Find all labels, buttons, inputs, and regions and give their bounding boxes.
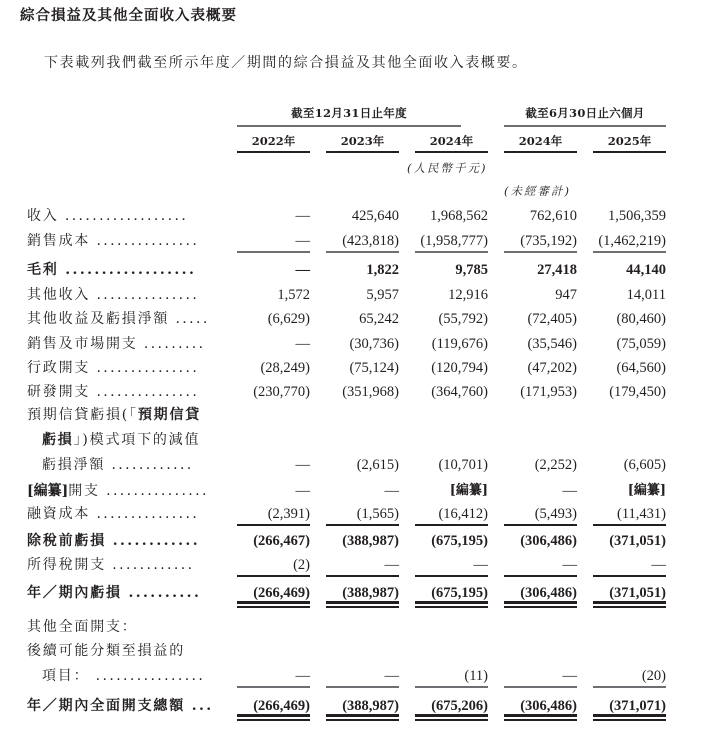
table-row (0, 554, 716, 576)
table-row (0, 503, 716, 525)
table-row (0, 205, 716, 227)
interim-group-header: 截至6月30日止六個月 (525, 106, 645, 120)
subtotal-rule (326, 251, 399, 253)
total-double-rule (504, 601, 577, 607)
column-rule (326, 151, 399, 153)
row-label: 項目： ................ (42, 668, 206, 684)
value-cell: 1,968,562 (430, 208, 488, 224)
value-cell: 14,011 (626, 287, 666, 303)
value-cell: — (562, 668, 577, 684)
table-row (0, 640, 716, 662)
value-cell: (306,486) (520, 533, 577, 549)
value-cell: 12,916 (448, 287, 488, 303)
value-cell: (72,405) (527, 311, 577, 327)
subtotal-rule (504, 251, 577, 253)
value-cell: (120,794) (431, 360, 488, 376)
value-cell: (2,252) (534, 457, 577, 473)
total-double-rule (415, 601, 488, 607)
column-rule (504, 151, 577, 153)
value-cell: (64,560) (616, 360, 666, 376)
value-cell: — (473, 557, 488, 573)
table-row (0, 480, 716, 502)
row-label: 毛利 .................. (27, 262, 197, 278)
value-cell: 1,822 (366, 262, 399, 278)
column-rule (237, 151, 310, 153)
table-row (0, 665, 716, 687)
value-cell: (306,486) (520, 698, 577, 714)
value-cell: (6,605) (623, 457, 666, 473)
value-cell: (388,987) (342, 585, 399, 601)
table-row (0, 582, 716, 604)
row-label: [編纂]開支 ............... (27, 483, 209, 499)
value-cell: (171,953) (520, 384, 577, 400)
value-cell: (119,676) (431, 336, 488, 352)
value-cell: (371,051) (609, 533, 666, 549)
value-cell: (2,391) (267, 506, 310, 522)
subtotal-rule (593, 686, 666, 688)
value-cell: (80,460) (616, 311, 666, 327)
value-cell: (35,546) (527, 336, 577, 352)
value-cell: — (295, 668, 310, 684)
value-cell: (306,486) (520, 585, 577, 601)
row-label: 所得稅開支 ............ (27, 557, 195, 573)
subtotal-rule (504, 524, 577, 526)
row-label: 年／期內全面開支總額 ... (27, 698, 214, 714)
table-row (0, 357, 716, 379)
value-cell: — (295, 483, 310, 499)
row-label: 除稅前虧損 ............ (27, 533, 200, 549)
subtotal-rule (326, 575, 399, 577)
column-header-2024-interim: 2024年 (518, 134, 563, 148)
row-label: 收入 .................. (27, 208, 189, 224)
total-double-rule (593, 714, 666, 720)
value-cell: 9,785 (455, 262, 488, 278)
total-double-rule (326, 601, 399, 607)
value-cell: (364,760) (431, 384, 488, 400)
value-cell: [編纂] (449, 483, 488, 498)
value-cell: 44,140 (626, 262, 666, 278)
value-cell: (2) (293, 557, 310, 573)
value-cell: — (295, 336, 310, 352)
unaudited-note: (未經審計) (504, 184, 571, 198)
column-rule (593, 151, 666, 153)
total-double-rule (415, 714, 488, 720)
row-label: 行政開支 ............... (27, 360, 200, 376)
value-cell: (75,059) (616, 336, 666, 352)
value-cell: — (562, 557, 577, 573)
subtotal-rule (593, 251, 666, 253)
value-cell: (2,615) (356, 457, 399, 473)
value-cell: 27,418 (537, 262, 577, 278)
value-cell: — (384, 668, 399, 684)
value-cell: (371,071) (609, 698, 666, 714)
value-cell: (55,792) (438, 311, 488, 327)
value-cell: (20) (641, 668, 666, 684)
subtotal-rule (237, 524, 310, 526)
subtotal-rule (326, 686, 399, 688)
row-label: 其他收益及虧損淨額 ..... (27, 311, 210, 327)
value-cell: 762,610 (529, 208, 577, 224)
subtotal-rule (237, 575, 310, 577)
value-cell: (371,051) (609, 585, 666, 601)
row-label: 預期信貸虧損(「預期信貸 (27, 407, 202, 423)
value-cell: (28,249) (260, 360, 310, 376)
subtotal-rule (593, 524, 666, 526)
total-double-rule (504, 714, 577, 720)
value-cell: 947 (555, 287, 577, 303)
table-row (0, 616, 716, 638)
value-cell: — (295, 457, 310, 473)
table-row (0, 308, 716, 330)
value-cell: (16,412) (438, 506, 488, 522)
total-double-rule (593, 601, 666, 607)
subtotal-rule (326, 524, 399, 526)
value-cell: — (295, 262, 310, 278)
row-label: 後續可能分類至損益的 (27, 643, 185, 659)
subtotal-rule (237, 251, 310, 253)
total-double-rule (237, 601, 310, 607)
value-cell: (735,192) (520, 233, 577, 249)
value-cell: (47,202) (527, 360, 577, 376)
table-row (0, 284, 716, 306)
row-label: 虧損淨額 ............ (42, 457, 194, 473)
annual-group-rule (237, 125, 461, 127)
value-cell: (1,565) (356, 506, 399, 522)
subtotal-rule (504, 686, 577, 688)
value-cell: (266,469) (253, 698, 310, 714)
subtotal-rule (415, 686, 488, 688)
value-cell: 1,572 (277, 287, 310, 303)
interim-group-rule (504, 125, 666, 127)
value-cell: 5,957 (366, 287, 399, 303)
table-row (0, 259, 716, 281)
value-cell: (1,462,219) (598, 233, 666, 249)
column-header-2024-annual: 2024年 (429, 134, 474, 148)
value-cell: (11,431) (617, 506, 666, 522)
value-cell: (1,958,777) (420, 233, 488, 249)
column-rule (415, 151, 488, 153)
table-row (0, 530, 716, 552)
value-cell: (5,493) (534, 506, 577, 522)
total-double-rule (237, 714, 310, 720)
total-double-rule (326, 714, 399, 720)
value-cell: (351,968) (342, 384, 399, 400)
value-cell: (30,736) (349, 336, 399, 352)
value-cell: — (651, 557, 666, 573)
row-label: 銷售及市場開支 ......... (27, 336, 206, 352)
table-row (0, 695, 716, 717)
value-cell: — (562, 483, 577, 499)
value-cell: (11) (464, 668, 488, 684)
column-header-2022: 2022年 (251, 134, 296, 148)
value-cell: (266,467) (253, 533, 310, 549)
value-cell: (423,818) (342, 233, 399, 249)
value-cell: [編纂] (627, 483, 666, 498)
table-row (0, 230, 716, 252)
row-label: 其他收入 ............... (27, 287, 200, 303)
value-cell: (388,987) (342, 533, 399, 549)
value-cell: (266,469) (253, 585, 310, 601)
intro-paragraph: 下表載列我們截至所示年度／期間的綜合損益及其他全面收入表概要。 (44, 55, 528, 71)
table-row (0, 333, 716, 355)
value-cell: (675,195) (431, 533, 488, 549)
value-cell: — (295, 233, 310, 249)
column-header-2023: 2023年 (340, 134, 385, 148)
subtotal-rule (415, 251, 488, 253)
section-title: 綜合損益及其他全面收入表概要 (20, 7, 237, 24)
value-cell: (75,124) (349, 360, 399, 376)
row-label: 虧損」)模式項下的減值 (42, 432, 201, 448)
value-cell: 425,640 (351, 208, 399, 224)
value-cell: (10,701) (438, 457, 488, 473)
row-label: 年／期內虧損 .......... (27, 585, 202, 601)
row-label: 融資成本 ............... (27, 506, 200, 522)
row-label: 銷售成本 ............... (27, 233, 200, 249)
currency-note: (人民幣千元) (407, 161, 488, 175)
subtotal-rule (415, 575, 488, 577)
subtotal-rule (504, 575, 577, 577)
value-cell: (675,195) (431, 585, 488, 601)
value-cell: (230,770) (253, 384, 310, 400)
value-cell: (179,450) (609, 384, 666, 400)
value-cell: (388,987) (342, 698, 399, 714)
subtotal-rule (415, 524, 488, 526)
value-cell: — (384, 557, 399, 573)
value-cell: — (295, 208, 310, 224)
subtotal-rule (593, 575, 666, 577)
table-row (0, 404, 716, 473)
row-label: 其他全面開支： (27, 619, 138, 635)
table-row (0, 381, 716, 403)
value-cell: — (384, 483, 399, 499)
annual-group-header: 截至12月31日止年度 (291, 106, 407, 120)
column-header-2025: 2025年 (607, 134, 652, 148)
value-cell: 1,506,359 (608, 208, 666, 224)
subtotal-rule (237, 686, 310, 688)
row-label: 研發開支 ............... (27, 384, 200, 400)
value-cell: 65,242 (359, 311, 399, 327)
value-cell: (675,206) (431, 698, 488, 714)
value-cell: (6,629) (267, 311, 310, 327)
